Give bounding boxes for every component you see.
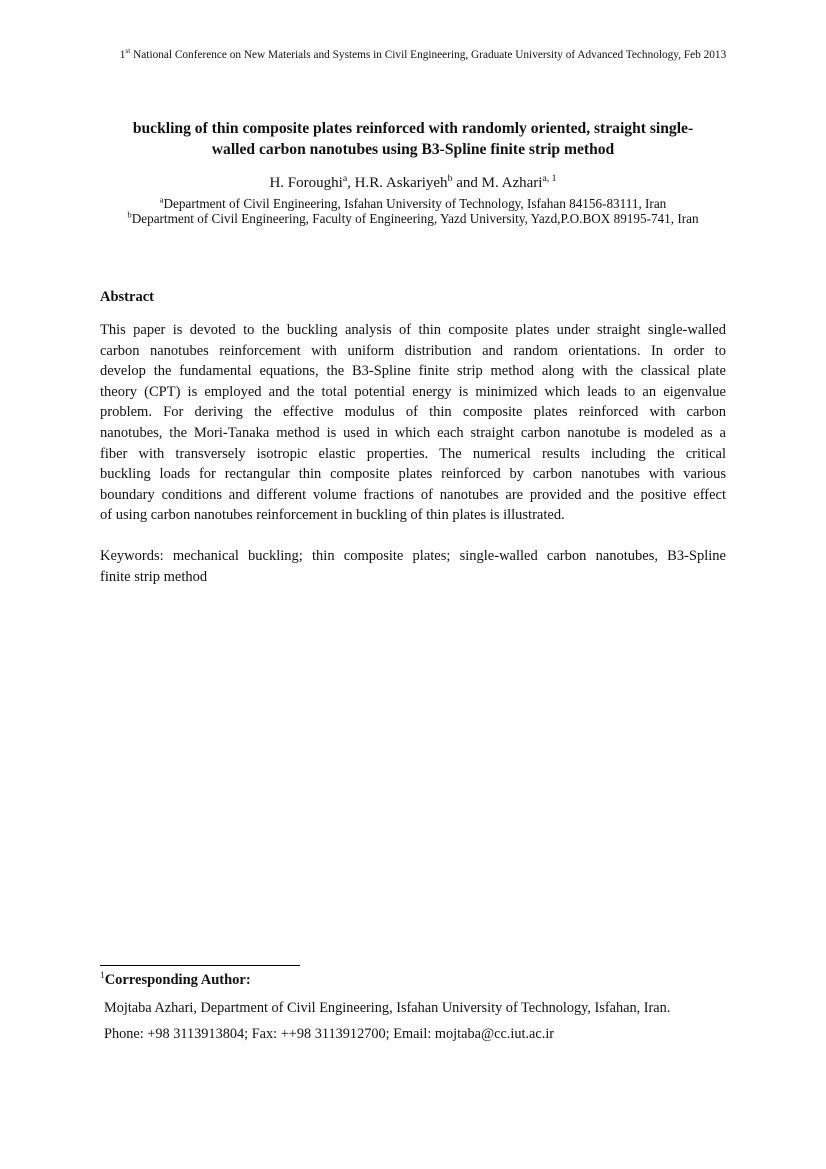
header-number: 1 — [119, 49, 126, 61]
header-text: National Conference on New Materials and Systems in Civil Engineering, Graduate University of Advanced Technology, Feb 2013 — [130, 49, 727, 61]
abstract-line: problem. For deriving the effective modulus of thin composite plates reinforced with carbon — [100, 404, 726, 421]
paper-title — [80, 118, 746, 160]
affiliation — [0, 196, 826, 212]
affiliation-mark: b — [127, 209, 132, 220]
abstract-line: develop the fundamental equations, the B3-Spline finite strip method along with the classical plate — [100, 363, 726, 380]
abstract-line: of using carbon nanotubes reinforcement in buckling of thin plates is illustrated. — [100, 507, 565, 524]
footnote-address: Mojtaba Azhari, Department of Civil Engineering, Isfahan University of Technology, Isfahan, Iran. — [104, 1000, 671, 1016]
author-name: H. Foroughi — [269, 175, 343, 191]
abstract-body — [100, 320, 726, 526]
title-line: buckling of thin composite plates reinforced with randomly oriented, straight single- — [132, 120, 694, 137]
author-name: M. Azhari — [481, 175, 543, 191]
keywords — [100, 546, 726, 587]
author-affiliation-mark: a — [342, 173, 348, 184]
footnote-mark: 1 — [100, 971, 105, 982]
abstract-line: fiber with transversely isotropic elastic properties. The numerical results including the critical — [100, 445, 726, 462]
author-name: H.R. Askariyeh — [354, 175, 448, 191]
affiliation-mark: a — [159, 194, 164, 205]
affiliation — [0, 211, 826, 227]
abstract-line: boundary conditions and different volume fractions of nanotubes are provided and the positive effect — [100, 486, 726, 503]
keywords-line: Keywords: mechanical buckling; thin composite plates; single-walled carbon nanotubes, B3-Spline — [100, 548, 726, 564]
footnote-contact: Phone: +98 3113913804; Fax: ++98 3113912700; Email: mojtaba@cc.iut.ac.ir — [104, 1026, 555, 1042]
author-affiliation-mark: a, 1 — [542, 173, 557, 184]
author-separator: and — [452, 175, 482, 191]
author-separator: , — [347, 175, 355, 191]
header-ordinal: st — [125, 46, 131, 56]
title-line: walled carbon nanotubes using B3-Spline finite strip method — [211, 141, 615, 158]
abstract-line: nanotubes, the Mori-Tanaka method is used in which each straight carbon nanotube is modeled as a — [100, 424, 726, 441]
running-header — [0, 46, 826, 61]
abstract-line: This paper is devoted to the buckling analysis of thin composite plates under straight single-walled — [100, 322, 726, 338]
abstract-line: buckling loads for rectangular thin composite plates reinforced by carbon nanotubes with various — [100, 466, 726, 483]
abstract-line: theory (CPT) is employed and the total potential energy is minimized which leads to an eigenvalue — [100, 383, 726, 400]
footnote-divider — [100, 965, 300, 966]
author-affiliation-mark: b — [447, 173, 453, 184]
affiliation-text: Department of Civil Engineering, Faculty of Engineering, Yazd University, Yazd,P.O.BOX 89195-741, Iran — [131, 211, 699, 226]
footnote-heading — [100, 972, 251, 989]
abstract-heading: Abstract — [100, 289, 154, 305]
abstract-line: carbon nanotubes reinforcement with uniform distribution and random orientations. In order to — [100, 342, 726, 359]
affiliation-text: Department of Civil Engineering, Isfahan University of Technology, Isfahan 84156-83111, Iran — [163, 196, 667, 211]
footnote-heading-text: Corresponding Author: — [104, 972, 251, 988]
author-list — [0, 175, 826, 192]
keywords-line: finite strip method — [100, 568, 208, 585]
